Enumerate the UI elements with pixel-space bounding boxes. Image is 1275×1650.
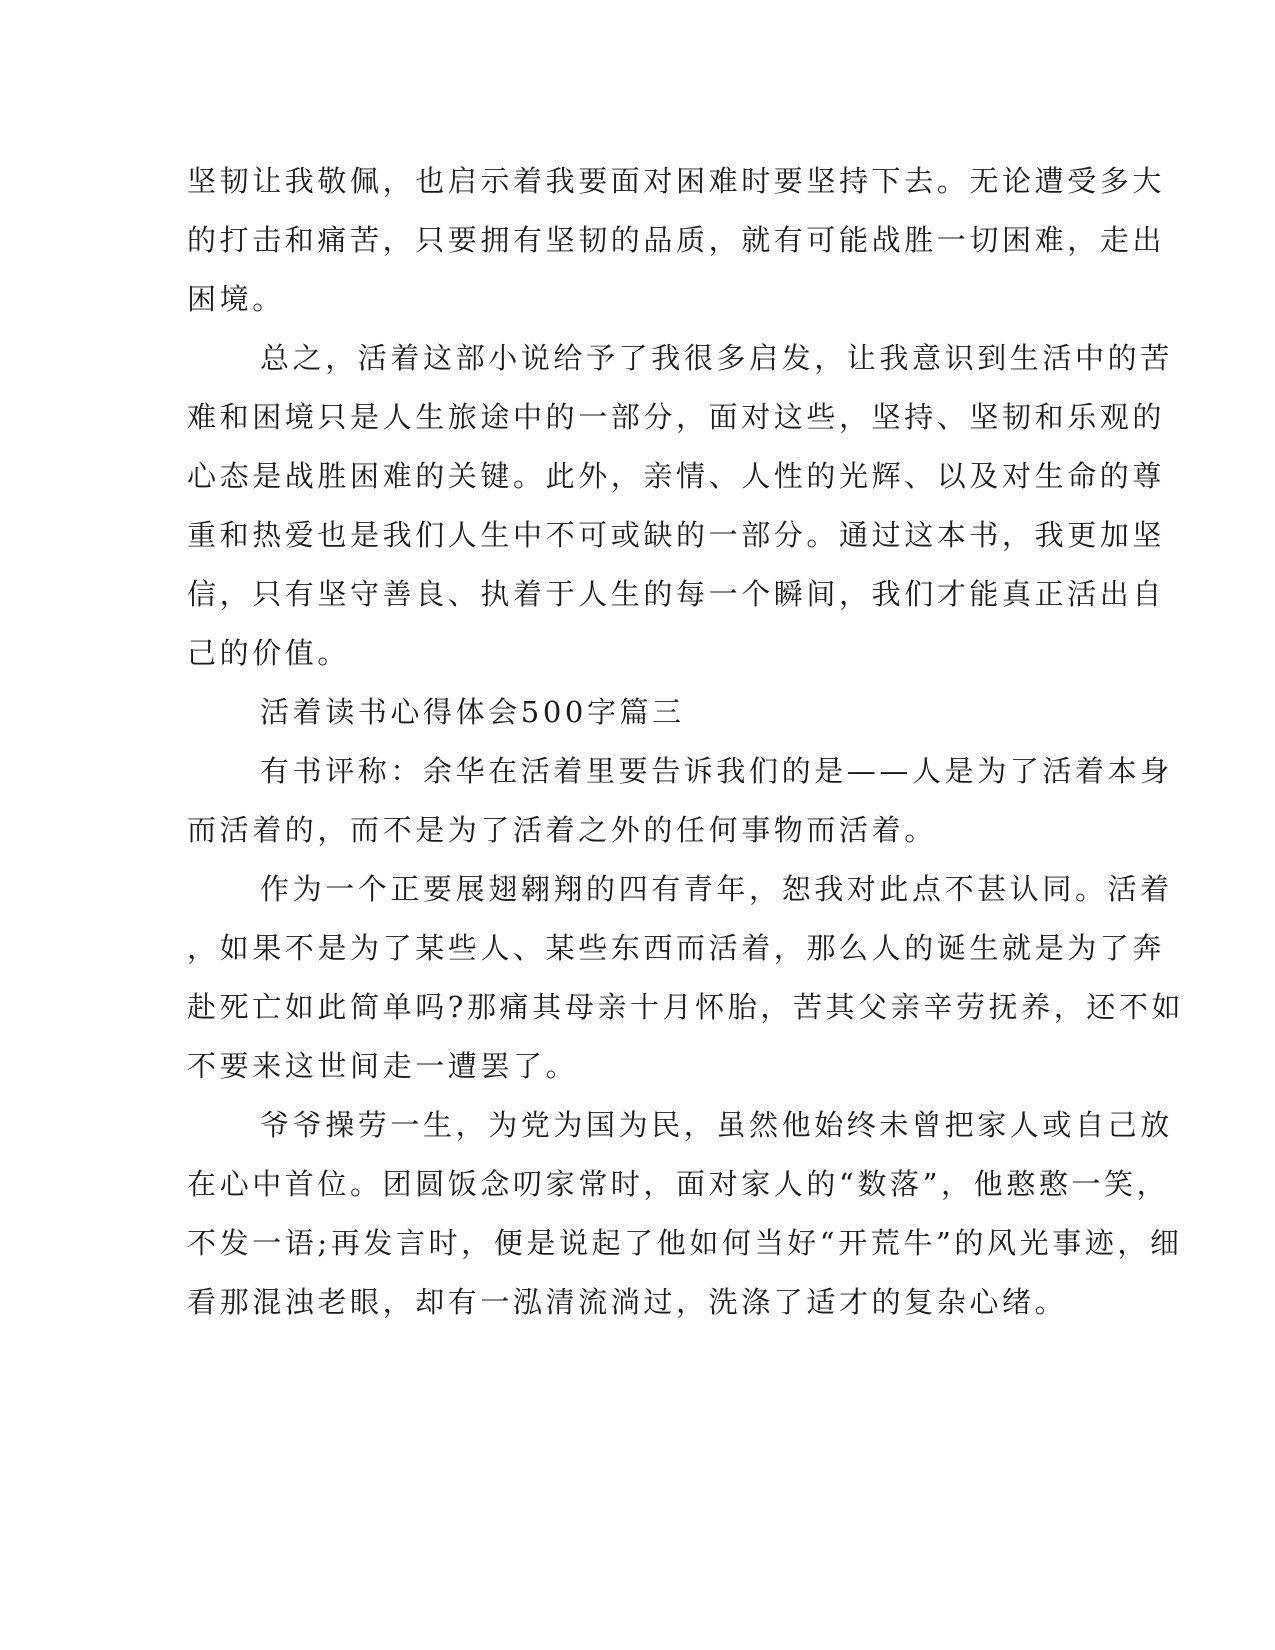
text-line: 己的价值。 bbox=[187, 636, 351, 670]
text-line: 爷爷操劳一生，为党为国为民，虽然他始终未曾把家人或自己放 bbox=[260, 1108, 1173, 1142]
text-line: 作为一个正要展翅翱翔的四有青年，恕我对此点不甚认同。活着 bbox=[260, 872, 1173, 906]
text-line: 困境。 bbox=[187, 282, 285, 316]
text-line: 坚韧让我敬佩，也启示着我要面对困难时要坚持下去。无论遭受多大 bbox=[187, 164, 1166, 198]
text-line: 而活着的，而不是为了活着之外的任何事物而活着。 bbox=[187, 813, 937, 847]
text-line: 有书评称：余华在活着里要告诉我们的是——人是为了活着本身 bbox=[260, 754, 1173, 788]
text-line: 看那混浊老眼，却有一泓清流淌过，洗涤了适才的复杂心绪。 bbox=[187, 1285, 1068, 1319]
text-line: 难和困境只是人生旅途中的一部分，面对这些，坚持、坚韧和乐观的 bbox=[187, 400, 1166, 434]
text-line: 心态是战胜困难的关键。此外，亲情、人性的光辉、以及对生命的尊 bbox=[187, 459, 1166, 493]
text-line: 重和热爱也是我们人生中不可或缺的一部分。通过这本书，我更加坚 bbox=[187, 518, 1166, 552]
section-heading: 活着读书心得体会500字篇三 bbox=[260, 695, 685, 729]
text-line: 在心中首位。团圆饭念叨家常时，面对家人的“数落”，他憨憨一笑， bbox=[187, 1167, 1170, 1201]
text-line: 总之，活着这部小说给予了我很多启发，让我意识到生活中的苦 bbox=[260, 341, 1173, 375]
text-line: 的打击和痛苦，只要拥有坚韧的品质，就有可能战胜一切困难，走出 bbox=[187, 223, 1166, 257]
text-line: 不要来这世间走一遭罢了。 bbox=[187, 1049, 579, 1083]
text-line: 不发一语;再发言时，便是说起了他如何当好“开荒牛”的风光事迹，细 bbox=[187, 1226, 1183, 1260]
text-line: ，如果不是为了某些人、某些东西而活着，那么人的诞生就是为了奔 bbox=[187, 931, 1166, 965]
text-line: 赴死亡如此简单吗?那痛其母亲十月怀胎，苦其父亲辛劳抚养，还不如 bbox=[187, 990, 1185, 1024]
text-line: 信，只有坚守善良、执着于人生的每一个瞬间，我们才能真正活出自 bbox=[187, 577, 1166, 611]
